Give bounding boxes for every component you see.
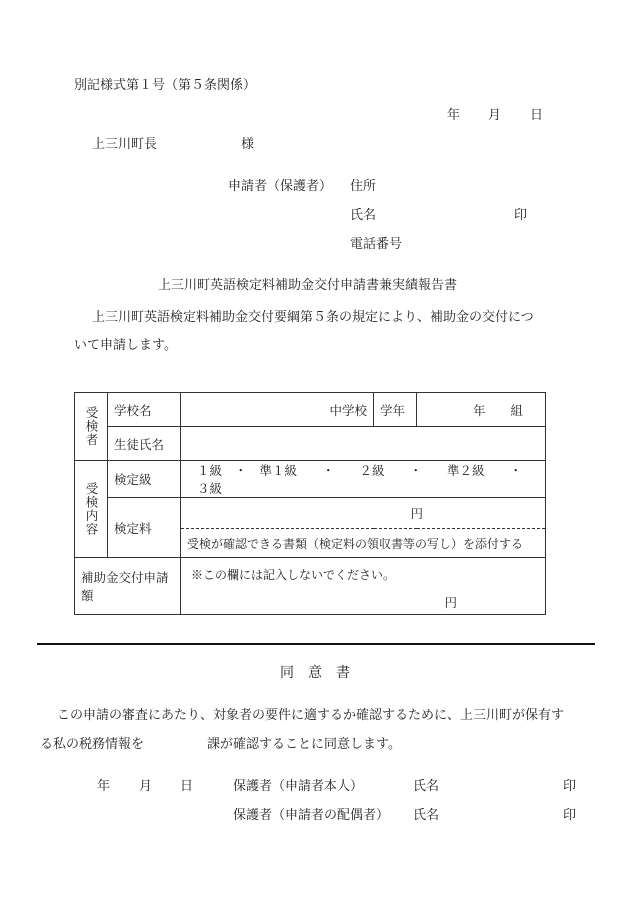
subsidy-note: ※この欄には記入しないでください。 xyxy=(191,568,396,582)
applicant-seal: 印 xyxy=(514,208,528,223)
consent-date-year: 年 xyxy=(97,779,111,794)
subsidy-amount-field xyxy=(181,558,546,615)
school-name-label: 学校名 xyxy=(108,393,181,427)
honorific: 様 xyxy=(241,137,255,152)
consent-line-1: この申請の審査にあたり、対象者の要件に適するか確認するために、上三川町が保有す xyxy=(57,708,565,723)
school-suffix: 中学校 xyxy=(329,402,367,418)
addressee: 上三川町長 xyxy=(92,137,158,152)
date-year-label: 年 xyxy=(447,108,461,123)
guardian-spouse-name-label: 氏名 xyxy=(413,808,440,823)
applicant-phone-label: 電話番号 xyxy=(350,237,403,252)
guardian-self-name-label: 氏名 xyxy=(413,779,440,794)
section-divider xyxy=(37,643,595,645)
application-table xyxy=(74,392,546,615)
date-day-label: 日 xyxy=(530,108,544,123)
applicant-name-label: 氏名 xyxy=(350,208,377,223)
grade-class-field[interactable] xyxy=(417,393,546,427)
subsidy-amount-label: 補助金交付申請額 xyxy=(75,558,181,615)
student-name-label: 生徒氏名 xyxy=(108,427,181,461)
subsidy-unit: 円 xyxy=(444,595,457,610)
consent-line-2a: る私の税務情報を xyxy=(40,737,145,752)
guardian-self-label: 保護者（申請者本人） xyxy=(233,779,364,794)
exam-fee-unit: 円 xyxy=(410,506,423,521)
applicant-role-label: 申請者（保護者） xyxy=(228,179,333,194)
guardian-spouse-seal: 印 xyxy=(563,808,577,823)
exam-level-options[interactable]: １級 ・ 準１級 ・ ２級 ・ 準２級 ・ ３級 xyxy=(181,461,546,498)
exam-fee-note: 受検が確認できる書類（検定料の領収書等の写し）を添付する xyxy=(181,529,546,558)
intro-line-1: 上三川町英語検定料補助金交付要綱第５条の規定により、補助金の交付につ xyxy=(92,310,534,325)
school-name-field[interactable] xyxy=(181,393,374,427)
consent-date-month: 月 xyxy=(139,779,153,794)
consent-date-day: 日 xyxy=(180,779,194,794)
guardian-spouse-label: 保護者（申請者の配偶者） xyxy=(233,808,390,823)
exam-section-header: 受検内容 xyxy=(75,461,108,558)
student-name-field[interactable] xyxy=(181,427,546,461)
guardian-self-seal: 印 xyxy=(563,779,577,794)
intro-line-2: いて申請します。 xyxy=(74,338,177,353)
date-month-label: 月 xyxy=(488,108,502,123)
exam-fee-label: 検定料 xyxy=(108,498,181,558)
consent-title: 同 意 書 xyxy=(280,665,350,681)
grade-label: 学年 xyxy=(374,393,417,427)
exam-fee-field[interactable] xyxy=(181,498,546,529)
consent-line-2b: 課が確認することに同意します。 xyxy=(207,737,401,752)
grade-class-text: 年 組 xyxy=(472,402,523,418)
document-title: 上三川町英語検定料補助金交付申請書兼実績報告書 xyxy=(158,278,458,293)
applicant-address-label: 住所 xyxy=(350,179,377,194)
exam-level-label: 検定級 xyxy=(108,461,181,498)
examinee-section-header: 受検者 xyxy=(75,393,108,461)
form-number: 別記様式第１号（第５条関係） xyxy=(74,78,257,93)
